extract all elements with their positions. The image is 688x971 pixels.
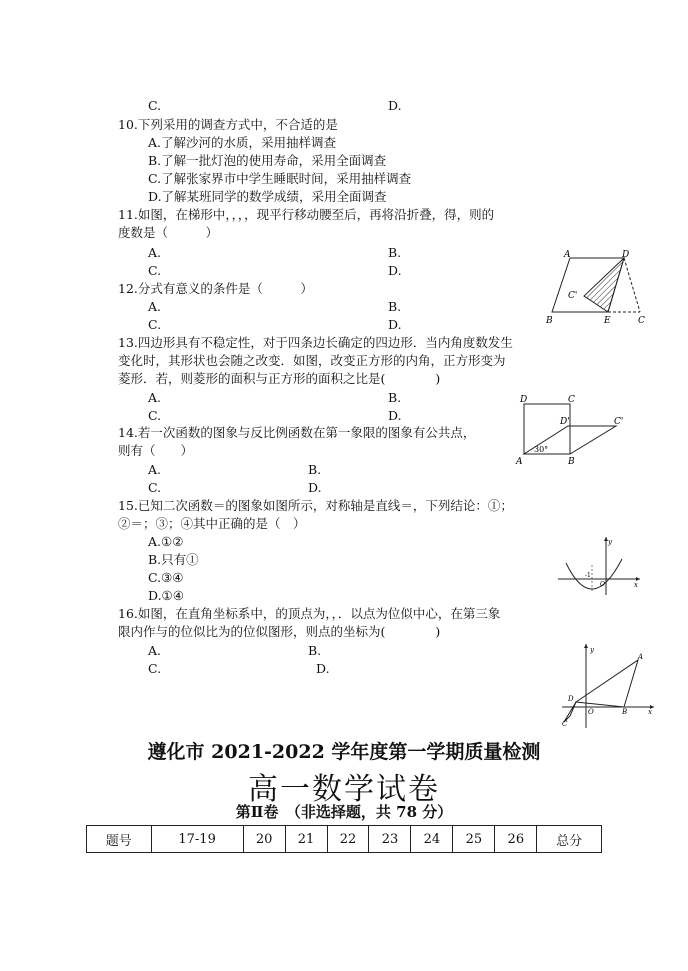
q12-option-a: A. [148,299,162,314]
label-d: D [622,250,630,260]
parabola-curve [566,559,622,589]
q16-option-a: A. [148,643,162,658]
table-cell: 20 [243,826,285,853]
label-b: B [568,457,575,467]
q16-option-c: C. [148,661,162,676]
q13-stem-line3: 菱形．若，则菱形的面积与正方形的面积之比是( ) [118,371,441,386]
table-cell: 23 [369,826,411,853]
q14-stem-line2: 则有（ ） [118,443,194,458]
q9-option-d: D. [388,98,402,113]
q11-option-a: A. [148,245,162,260]
q11-stem-line2: 度数是（ ） [118,225,219,240]
q16-option-d: D. [316,661,330,676]
label-d-prime: D' [560,417,570,427]
q13-option-d: D. [388,408,402,423]
label-neg1: -1 [585,572,591,579]
label-x: x [648,708,652,716]
table-cell: 24 [411,826,453,853]
label-y: y [590,646,594,654]
q11-option-d: D. [388,263,402,278]
q11-option-b: B. [388,245,402,260]
q11-stem-line1: 11.如图，在梯形中，，，，现平行移动腰至后，再将沿折叠，得，则的 [118,207,495,222]
triangle-image [564,702,576,722]
q10-option-c: C.了解张家界市中学生睡眠时间，采用抽样调查 [148,171,412,186]
q12-option-c: C. [148,317,162,332]
q15-stem-line2: ②＝；③；④其中正确的是（ ） [118,516,306,531]
label-c: C [568,395,575,405]
q13-option-b: B. [388,390,402,405]
q13-option-a: A. [148,390,162,405]
label-x: x [634,581,638,589]
q10-option-d: D.了解某班同学的数学成绩，采用全面调查 [148,189,387,204]
q12-stem: 12.分式有意义的条件是（ ） [118,281,313,296]
q15-option-b: B.只有① [148,552,199,567]
score-table [86,825,602,853]
exam-title-line1: 遵化市 2021-2022 学年度第一学期质量检测 [147,741,541,763]
q12-option-d: D. [388,317,402,332]
label-o: O [588,708,594,716]
folded-triangle [584,258,624,312]
q10-option-b: B.了解一批灯泡的使用寿命，采用全面调查 [148,153,387,168]
q11-trapezoid-figure [540,248,652,326]
table-cell-total: 总分 [537,826,602,853]
label-b: B [622,708,628,716]
label-a: A [564,250,571,260]
q14-option-c: C. [148,480,162,495]
q14-option-d: D. [308,480,322,495]
q12-option-b: B. [388,299,402,314]
table-cell: 26 [495,826,537,853]
q10-option-a: A.了解沙河的水质，采用抽样调查 [148,135,337,150]
label-d: D [520,395,528,405]
label-c-prime: C' [568,291,578,301]
table-cell-header: 题号 [87,826,152,853]
q13-stem-line1: 13.四边形具有不稳定性，对于四条边长确定的四边形．当内角度数发生 [118,335,513,350]
q15-option-d: D.①④ [148,588,184,603]
q15-parabola-figure [556,535,642,597]
q16-stem-line2: 限内作与的位似比为的位似图形，则点的坐标为( ) [118,624,441,639]
q13-option-c: C. [148,408,162,423]
q15-option-a: A.①② [148,534,184,549]
triangle-dab [576,660,638,707]
q15-stem-line1: 15.已知二次函数＝的图象如图所示，对称轴是直线＝，下列结论：①； [118,498,513,513]
exam-section-title: 第Ⅱ卷 （非选择题，共 78 分） [235,803,453,821]
label-a: A [638,653,644,661]
q14-option-b: B. [308,462,322,477]
q13-stem-line2: 变化时，其形状也会随之改变．如图，改变正方形的内角，正方形变为 [118,353,506,368]
q16-option-b: B. [308,643,322,658]
q13-rhombus-figure [512,390,632,470]
label-b: B [546,316,553,326]
label-e: E [604,316,611,326]
label-c-prime: C' [614,417,624,427]
q9-option-c: C. [148,98,162,113]
label-c: C [638,316,645,326]
q16-similarity-figure [558,642,658,730]
label-y: y [608,538,612,546]
table-cell: 17-19 [151,826,243,853]
label-o: O [600,581,605,588]
label-d: D [568,695,574,703]
exam-title-line2: 高一数学试卷 [248,772,440,807]
label-c: C [562,720,568,728]
q14-option-a: A. [148,462,162,477]
q14-stem-line1: 14.若一次函数的图象与反比例函数在第一象限的图象有公共点， [118,425,476,440]
q15-option-c: C.③④ [148,570,184,585]
table-row [87,826,602,853]
q16-stem-line1: 16.如图，在直角坐标系中，的顶点为，，．以点为位似中心，在第三象 [118,606,501,621]
table-cell: 21 [285,826,327,853]
label-a: A [516,457,523,467]
angle-label: 30° [534,445,549,454]
q10-stem: 10.下列采用的调查方式中，不合适的是 [118,117,338,132]
table-cell: 22 [327,826,369,853]
q11-option-c: C. [148,263,162,278]
table-cell: 25 [453,826,495,853]
